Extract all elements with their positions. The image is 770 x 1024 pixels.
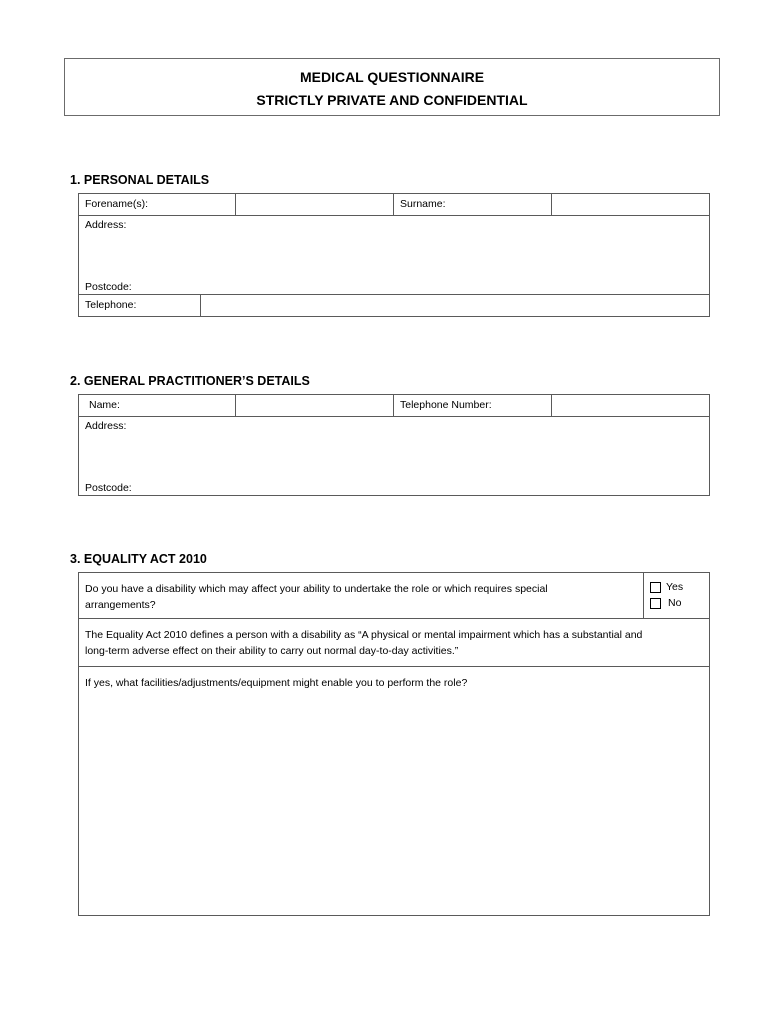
gp-address-label: Address: — [85, 420, 127, 432]
equality-definition-line1: The Equality Act 2010 defines a person with a disability as “A physical or mental impairment which has a substantial and — [85, 629, 643, 641]
forename-label: Forename(s): — [85, 198, 149, 210]
section-personal-details-heading: 1. PERSONAL DETAILS — [70, 173, 210, 187]
surname-label-cell — [393, 193, 552, 216]
disability-question-text — [85, 581, 548, 613]
gp-name-field[interactable] — [235, 394, 394, 417]
equality-definition-cell — [78, 618, 710, 667]
no-label: No — [668, 597, 682, 609]
forename-field[interactable] — [235, 193, 394, 216]
gp-name-label: Name: — [89, 399, 120, 411]
gp-postcode-label: Postcode: — [85, 482, 132, 494]
adjustments-field[interactable] — [78, 666, 710, 916]
disability-answer-cell — [643, 572, 710, 619]
address-field[interactable] — [78, 215, 710, 295]
gp-telephone-label-cell — [393, 394, 552, 417]
adjustments-label: If yes, what facilities/adjustments/equipment might enable you to perform the role? — [85, 677, 468, 689]
disability-question-line2: arrangements? — [85, 599, 156, 611]
surname-field[interactable] — [551, 193, 710, 216]
telephone-label-cell — [78, 294, 201, 317]
address-label: Address: — [85, 219, 127, 231]
section-gp-details-heading: 2. GENERAL PRACTITIONER’S DETAILS — [70, 374, 310, 388]
forename-label-cell — [78, 193, 236, 216]
section-equality-act-heading: 3. EQUALITY ACT 2010 — [70, 552, 207, 566]
disability-question-line1: Do you have a disability which may affect your ability to undertake the role or which requires special — [85, 583, 548, 595]
document-header — [64, 58, 720, 116]
yes-checkbox[interactable] — [650, 582, 661, 593]
equality-definition-text — [85, 627, 642, 659]
document-title: MEDICAL QUESTIONNAIRE — [299, 69, 485, 85]
document-subtitle: STRICTLY PRIVATE AND CONFIDENTIAL — [256, 92, 528, 108]
no-checkbox[interactable] — [650, 598, 661, 609]
gp-telephone-field[interactable] — [551, 394, 710, 417]
equality-definition-line2: long-term adverse effect on their ability to carry out normal day-to-day activities.” — [85, 645, 459, 657]
disability-question-cell — [78, 572, 644, 619]
telephone-label: Telephone: — [85, 299, 137, 311]
gp-name-label-cell — [78, 394, 236, 417]
gp-address-field[interactable] — [78, 416, 710, 496]
gp-telephone-label: Telephone Number: — [400, 399, 492, 411]
postcode-label: Postcode: — [85, 281, 132, 293]
telephone-field[interactable] — [200, 294, 710, 317]
surname-label: Surname: — [400, 198, 446, 210]
yes-label: Yes — [666, 581, 684, 593]
